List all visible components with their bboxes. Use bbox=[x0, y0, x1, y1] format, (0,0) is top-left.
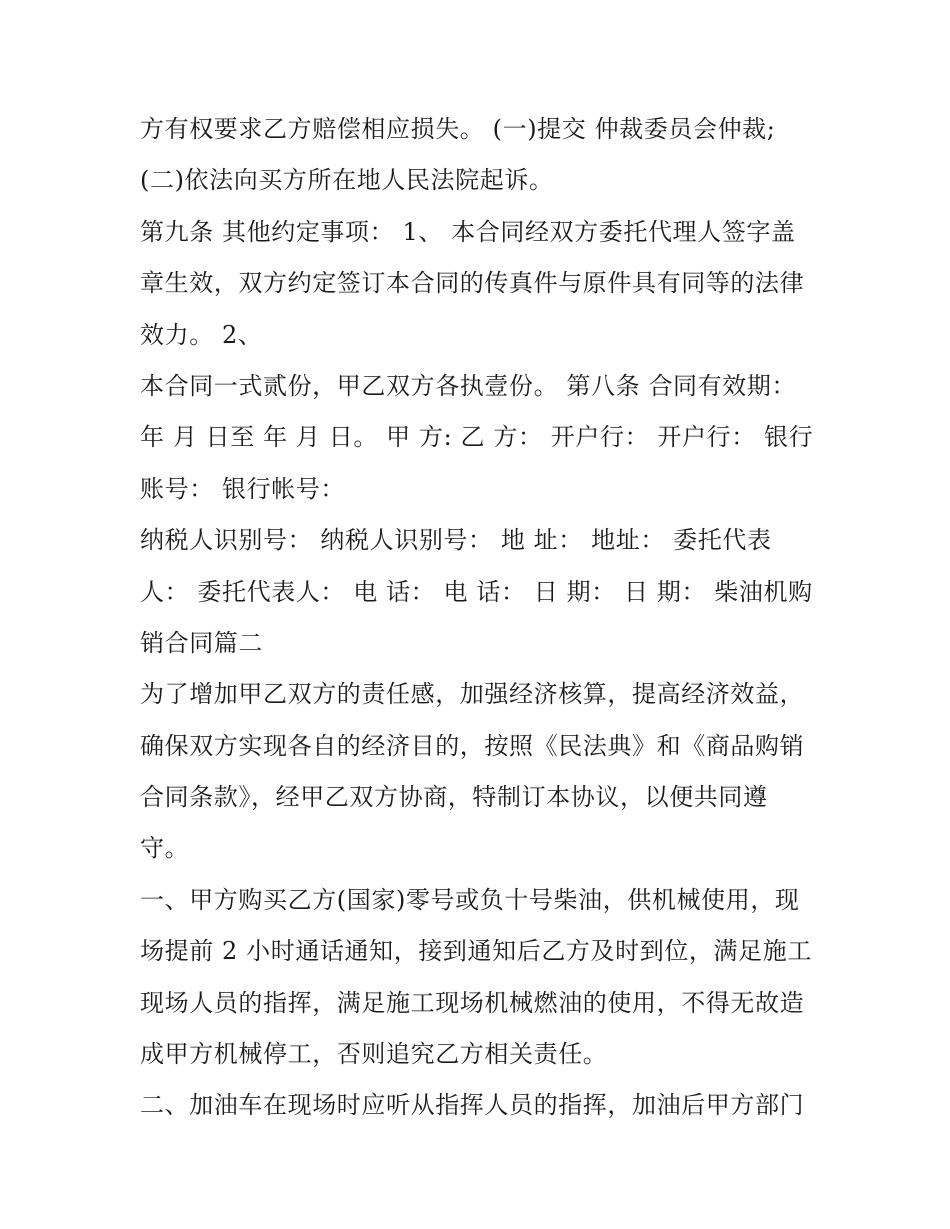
text-line: 守。 bbox=[140, 834, 190, 863]
text-line: 章生效，双方约定签订本合同的传真件与原件具有同等的法律 bbox=[140, 269, 805, 298]
text-line: 二、加油车在现场时应听从指挥人员的指挥，加油后甲方部门 bbox=[140, 1091, 805, 1120]
text-line: (二)依法向买方所在地人民法院起诉。 bbox=[140, 166, 554, 195]
text-line: 合同条款》，经甲乙双方协商，特制订本协议，以便共同遵 bbox=[140, 783, 768, 812]
text-line: 账号： 银行帐号： bbox=[140, 474, 346, 503]
text-line: 现场人员的指挥，满足施工现场机械燃油的使用，不得无故造 bbox=[140, 988, 805, 1017]
text-line: 本合同一式贰份，甲乙双方各执壹份。 第八条 合同有效期： bbox=[140, 371, 797, 400]
text-line: 成甲方机械停工，否则追究乙方相关责任。 bbox=[140, 1040, 608, 1069]
document-body bbox=[140, 104, 820, 1132]
text-line: 效力。 2、 bbox=[140, 320, 263, 349]
text-line: 第九条 其他约定事项： 1、 本合同经双方委托代理人签字盖 bbox=[140, 217, 796, 246]
text-line: 纳税人识别号： 纳税人识别号： 地 址： 地址： 委托代表 bbox=[140, 526, 772, 555]
text-line: 场提前 2 小时通话通知，接到通知后乙方及时到位，满足施工 bbox=[140, 937, 812, 966]
text-line: 方有权要求乙方赔偿相应损失。 (一)提交 仲裁委员会仲裁; bbox=[140, 115, 776, 143]
text-line: 为了增加甲乙双方的责任感，加强经济核算，提高经济效益， bbox=[140, 680, 805, 709]
text-line: 一、甲方购买乙方(国家)零号或负十号柴油，供机械使用，现 bbox=[140, 885, 800, 914]
text-line: 人： 委托代表人： 电 话： 电 话： 日 期： 日 期： 柴油机购 bbox=[140, 577, 813, 606]
text-line: 确保双方实现各自的经济目的，按照《民法典》和《商品购销 bbox=[140, 731, 805, 760]
text-line: 年 月 日至 年 月 日。 甲 方: 乙 方： 开户行： 开户行： 银行 bbox=[140, 423, 814, 452]
section-title: 销合同篇二 bbox=[140, 628, 263, 657]
